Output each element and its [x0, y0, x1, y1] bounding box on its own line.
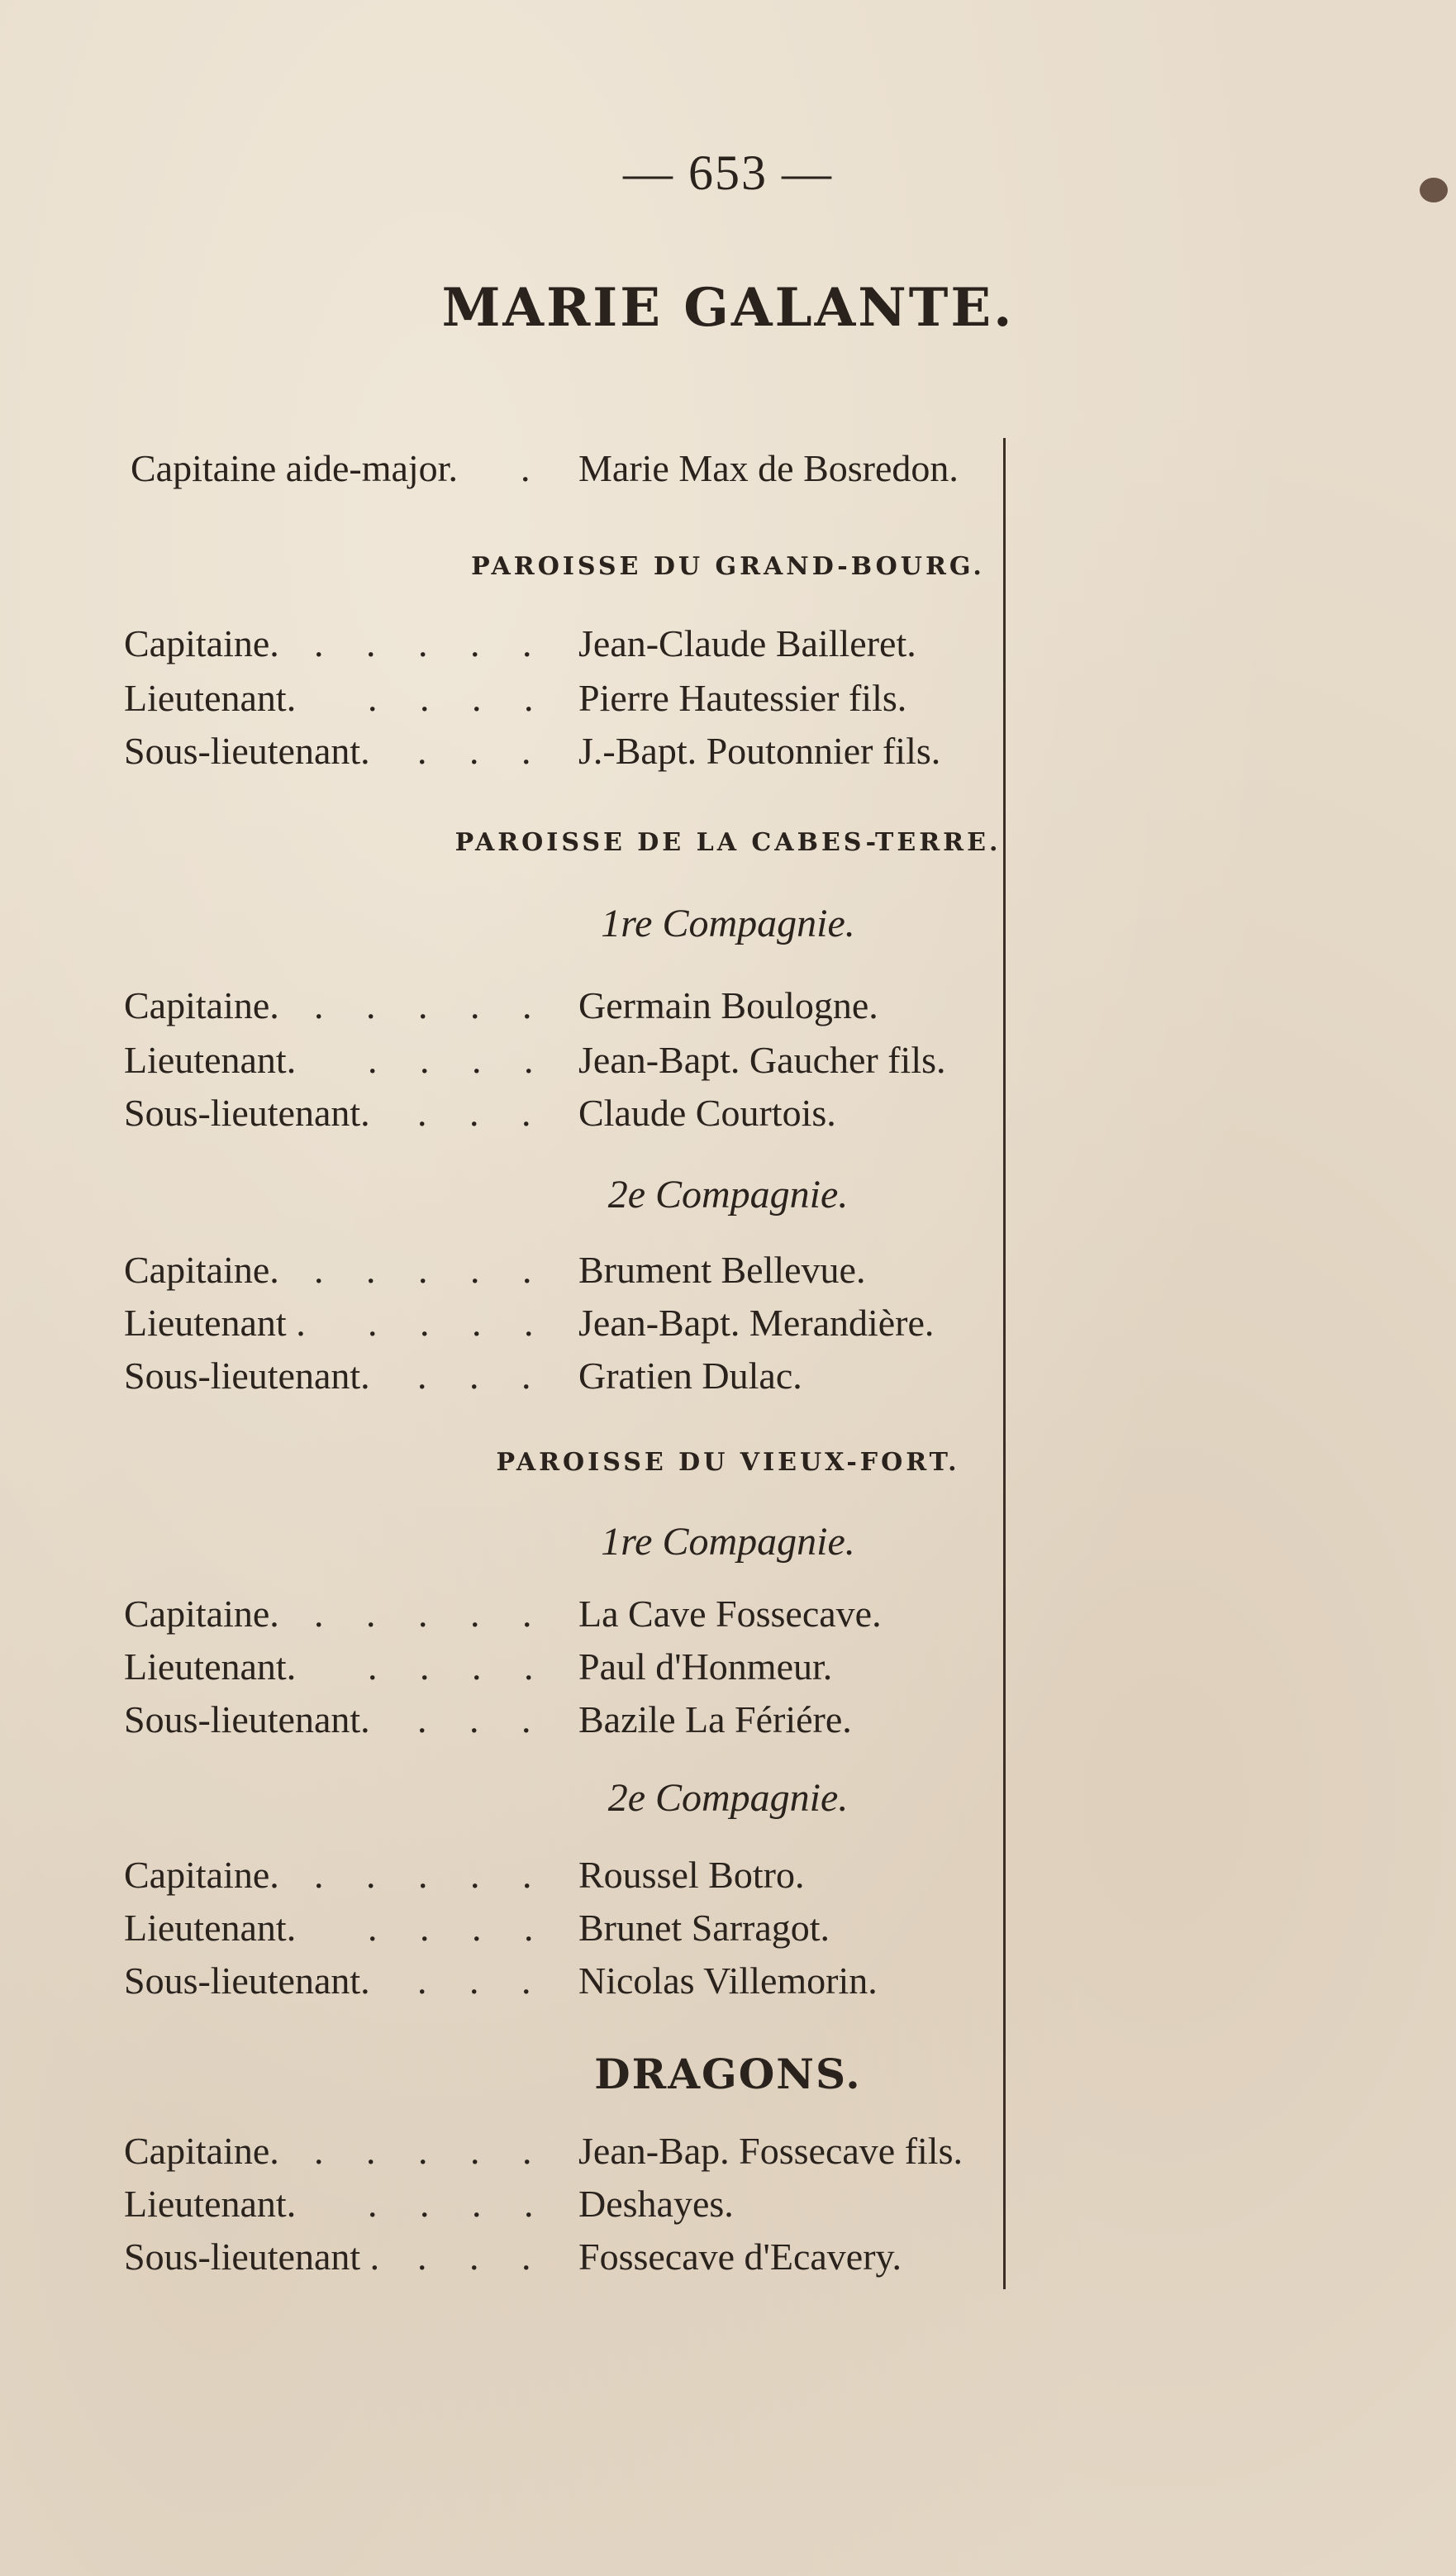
roster-dots: . . . . — [368, 1039, 550, 1081]
parish-heading: PAROISSE DU GRAND-BOURG. — [471, 552, 985, 581]
roster-dots: . . . . — [368, 2183, 550, 2225]
roster-rank: Sous-lieutenant. — [124, 1092, 370, 1134]
roster-dots: . . . . — [368, 1302, 550, 1344]
roster-dots: . . . — [417, 1959, 548, 2002]
roster-dots: . . . — [417, 1355, 548, 1397]
roster-name: Fossecave d'Ecavery. — [578, 2236, 902, 2278]
roster-name: Roussel Botro. — [578, 1854, 805, 1896]
roster-name: Jean-Bap. Fossecave fils. — [578, 2130, 963, 2172]
company-label: 2e Compagnie. — [607, 1776, 849, 1820]
roster-rank: Capitaine. — [124, 1593, 279, 1635]
roster-name: Germain Boulogne. — [578, 984, 878, 1026]
roster-rank: Lieutenant . — [124, 1302, 306, 1344]
roster-name: Brument Bellevue. — [578, 1249, 866, 1291]
roster-rank: Sous-lieutenant. — [124, 1355, 370, 1397]
roster-dots: . . . . . — [314, 1854, 549, 1896]
aide-major-name: Marie Max de Bosredon. — [578, 447, 959, 489]
parish-heading: PAROISSE DE LA CABES-TERRE. — [454, 828, 1002, 857]
roster-rank: Sous-lieutenant. — [124, 730, 370, 772]
roster-name: Deshayes. — [578, 2183, 734, 2225]
roster-name: Pierre Hautessier fils. — [578, 677, 907, 719]
roster-rank: Sous-lieutenant. — [124, 1698, 370, 1740]
roster-name: La Cave Fossecave. — [578, 1593, 882, 1635]
dragons-heading: DRAGONS. — [594, 2050, 862, 2098]
roster-name: Jean-Bapt. Gaucher fils. — [578, 1039, 946, 1081]
roster-name: Brunet Sarragot. — [578, 1907, 830, 1949]
margin-rule — [1003, 438, 1006, 2289]
roster-dots: . . . — [417, 730, 548, 772]
roster-dots: . . . . . — [314, 984, 549, 1026]
roster-rank: Lieutenant. — [124, 1039, 297, 1081]
roster-dots: . . . — [417, 1698, 548, 1740]
roster-dots: . . . . — [368, 1907, 550, 1949]
roster-dots: . . . . . — [314, 2130, 549, 2172]
aide-major-rank: Capitaine aide-major. — [131, 447, 458, 489]
roster-rank: Lieutenant. — [124, 2183, 297, 2225]
roster-dots: . . . — [417, 1092, 548, 1134]
roster-name: Paul d'Honmeur. — [578, 1645, 833, 1688]
roster-name: J.-Bapt. Poutonnier fils. — [578, 730, 941, 772]
roster-rank: Sous-lieutenant . — [124, 2236, 380, 2278]
roster-name: Jean-Bapt. Merandière. — [578, 1302, 935, 1344]
roster-rank: Capitaine. — [124, 984, 279, 1026]
page-number: — 653 — — [623, 145, 833, 200]
roster-dots: . . . . . — [314, 622, 549, 664]
roster-rank: Lieutenant. — [124, 677, 297, 719]
roster-rank: Capitaine. — [124, 1249, 279, 1291]
roster-rank: Capitaine. — [124, 2130, 279, 2172]
roster-dots: . . . . — [368, 1645, 550, 1688]
roster-name: Nicolas Villemorin. — [578, 1959, 878, 2002]
aide-major-dots: . — [521, 447, 547, 489]
page-title: MARIE GALANTE. — [441, 277, 1015, 339]
roster-rank: Capitaine. — [124, 1854, 279, 1896]
company-label: 1re Compagnie. — [601, 1520, 855, 1564]
roster-name: Gratien Dulac. — [578, 1355, 802, 1397]
roster-name: Bazile La Fériére. — [578, 1698, 852, 1740]
roster-name: Claude Courtois. — [578, 1092, 836, 1134]
roster-rank: Sous-lieutenant. — [124, 1959, 370, 2002]
roster-rank: Lieutenant. — [124, 1907, 297, 1949]
roster-rank: Capitaine. — [124, 622, 279, 664]
roster-dots: . . . — [417, 2236, 548, 2278]
roster-dots: . . . . — [368, 677, 550, 719]
company-label: 2e Compagnie. — [607, 1173, 849, 1217]
parish-heading: PAROISSE DU VIEUX-FORT. — [496, 1448, 960, 1477]
company-label: 1re Compagnie. — [601, 902, 855, 945]
roster-name: Jean-Claude Bailleret. — [578, 622, 916, 664]
roster-rank: Lieutenant. — [124, 1645, 297, 1688]
roster-dots: . . . . . — [314, 1593, 549, 1635]
roster-dots: . . . . . — [314, 1249, 549, 1291]
